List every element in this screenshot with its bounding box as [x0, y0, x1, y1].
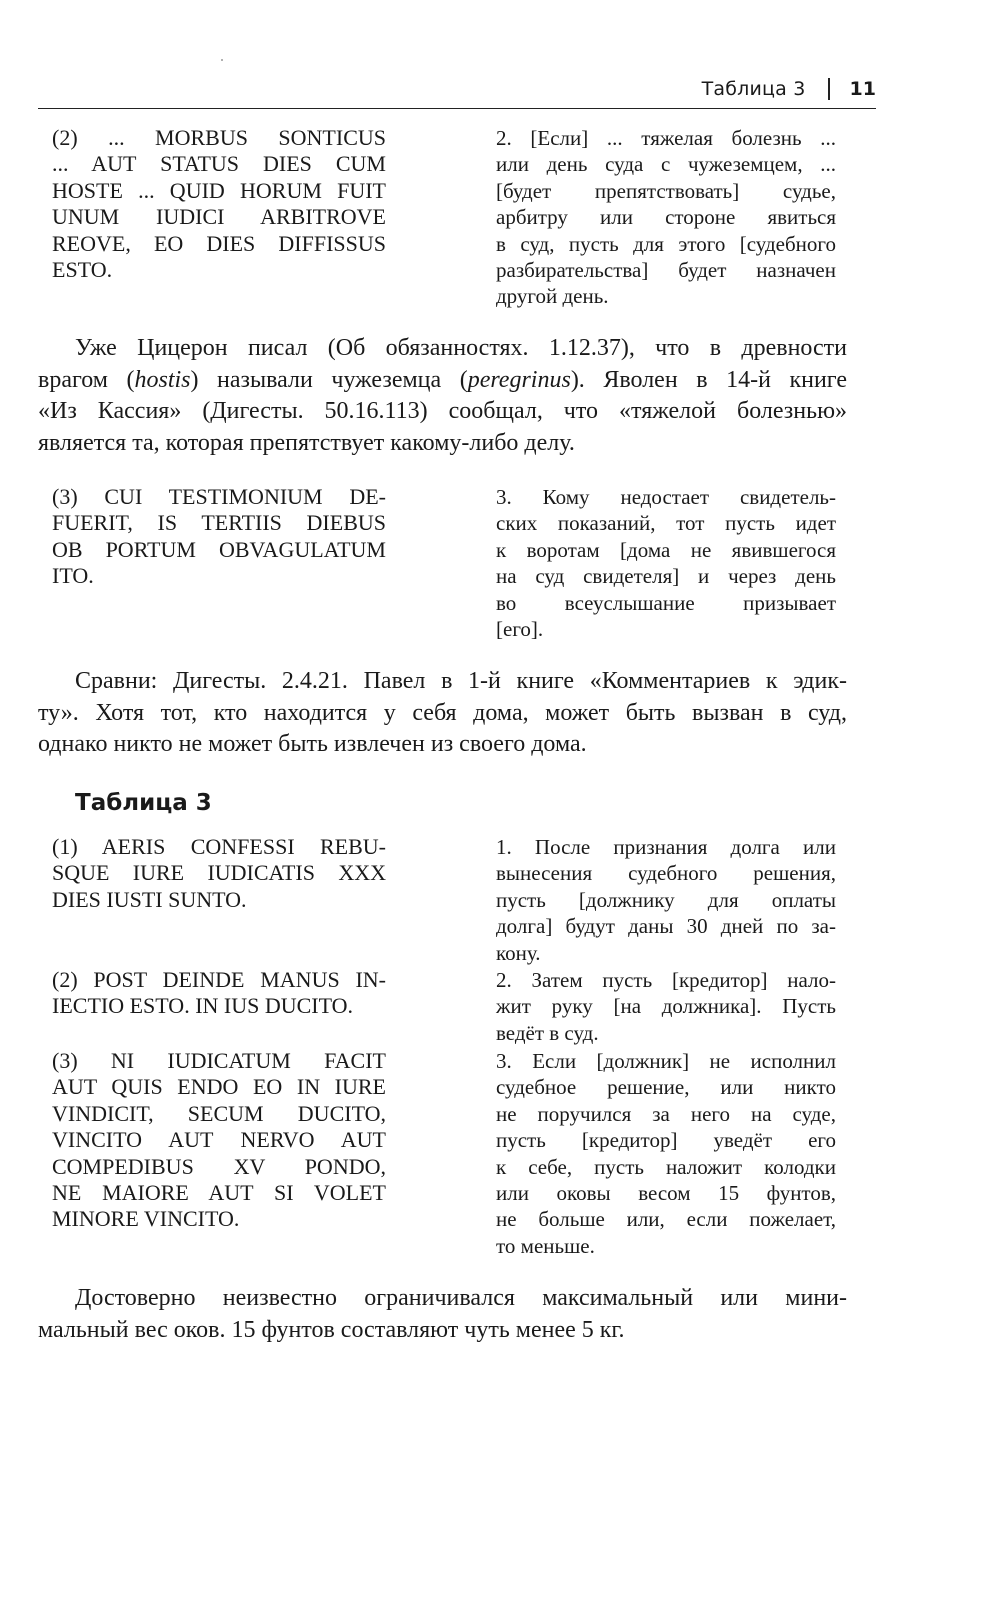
latin-line: MINORE VINCITO.	[52, 1206, 240, 1232]
translation-line: долга] будут даны 30 дней по за-	[496, 914, 836, 939]
latin-line: (3) NI IUDICATUM FACIT	[52, 1048, 386, 1073]
translation-line: на суд свидетеля] и через день	[496, 564, 836, 589]
latin-term-peregrinus: peregrinus	[467, 366, 571, 393]
russian-translation-1	[496, 125, 836, 310]
latin-line: ... AUT STATUS DIES CUM	[52, 151, 386, 177]
translation-line: в суд, пусть для этого [судебного	[496, 231, 836, 256]
translation-line: пусть [кредитор] уведёт его	[496, 1128, 836, 1153]
paragraph-line: врагом (hostis) называли чужеземца (peregrinus). Яволен в 14-й книге	[38, 366, 847, 393]
translation-line: разбирательства] будет назначен	[496, 258, 836, 283]
translation-line: ведёт в суд.	[496, 1020, 599, 1045]
translation-line: другой день.	[496, 284, 609, 309]
translation-line: во всеуслышание призывает	[496, 590, 836, 615]
latin-line: UNUM IUDICI ARBITROVE	[52, 204, 386, 230]
translation-line: 1. После признания долга или	[496, 835, 836, 859]
paragraph-line: Сравни: Дигесты. 2.4.21. Павел в 1-й книге «Комментариев к эдик-	[75, 668, 847, 694]
latin-line: (2) POST DEINDE MANUS IN-	[52, 967, 386, 992]
latin-line: ITO.	[52, 563, 94, 589]
commentary-paragraph-2	[38, 666, 847, 761]
translation-line: жит руку [на должника]. Пусть	[496, 994, 836, 1019]
translation-line: к себе, пусть наложит колодки	[496, 1154, 836, 1179]
latin-line: NE MAIORE AUT SI VOLET	[52, 1180, 386, 1206]
section-heading: Таблица 3	[75, 790, 212, 816]
paragraph-line: мальный вес оков. 15 фунтов составляют чуть менее 5 кг.	[38, 1316, 625, 1343]
latin-line: AUT QUIS ENDO EO IN IURE	[52, 1074, 386, 1100]
latin-line: ESTO.	[52, 257, 113, 283]
latin-line: OB PORTUM OBVAGULATUM	[52, 536, 386, 562]
translation-line: пусть [должнику для оплаты	[496, 887, 836, 912]
commentary-paragraph-1	[38, 333, 847, 459]
translation-line: или день суда с чужеземцем, ...	[496, 152, 836, 177]
latin-line: HOSTE ... QUID HORUM FUIT	[52, 177, 386, 203]
latin-text-5	[52, 1048, 386, 1233]
running-header	[38, 74, 876, 109]
paragraph-line: является та, которая препятствует какому-либо делу.	[38, 429, 575, 456]
translation-line: ских показаний, тот пусть идет	[496, 511, 836, 536]
header-separator	[828, 78, 830, 100]
latin-line: DIES IUSTI SUNTO.	[52, 886, 247, 912]
russian-translation-4	[496, 967, 836, 1046]
latin-line: VINCITO AUT NERVO AUT	[52, 1127, 386, 1153]
latin-line: VINDICIT, SECUM DUCITO,	[52, 1100, 386, 1126]
latin-line: (3) CUI TESTIMONIUM DE-	[52, 484, 386, 509]
translation-line: 3. Если [должник] не исполнил	[496, 1049, 836, 1073]
translation-line: судебное решение, или никто	[496, 1075, 836, 1100]
speck	[221, 59, 223, 61]
translation-line: к воротам [дома не явившегося	[496, 537, 836, 562]
page-number: 11	[849, 78, 876, 100]
latin-text-2	[52, 484, 386, 590]
header-section-title: Таблица 3	[701, 78, 806, 100]
translation-line: 2. [Если] ... тяжелая болезнь ...	[496, 126, 836, 150]
translation-line: то меньше.	[496, 1233, 595, 1258]
paragraph-line: «Из Кассия» (Дигесты. 50.16.113) сообщал, что «тяжелой болезнью»	[38, 398, 847, 424]
paragraph-line: однако никто не может быть извлечен из своего дома.	[38, 731, 587, 757]
latin-line: (1) AERIS CONFESSI REBU-	[52, 834, 386, 859]
paragraph-line: Достоверно неизвестно ограничивался максимальный или мини-	[75, 1285, 847, 1311]
translation-line: 2. Затем пусть [кредитор] нало-	[496, 968, 836, 992]
latin-line: FUERIT, IS TERTIIS DIEBUS	[52, 510, 386, 536]
translation-line: вынесения судебного решения,	[496, 861, 836, 886]
latin-text-3	[52, 834, 386, 913]
latin-line: SQUE IURE IUDICATIS XXX	[52, 860, 386, 886]
translation-line: [будет препятствовать] судье,	[496, 178, 836, 203]
russian-translation-2	[496, 484, 836, 642]
translation-line: [его].	[496, 617, 544, 642]
latin-line: IECTIO ESTO. IN IUS DUCITO.	[52, 993, 354, 1019]
latin-line: REOVE, EO DIES DIFFISSUS	[52, 230, 386, 256]
translation-line: не больше или, если пожелает,	[496, 1207, 836, 1232]
translation-line: 3. Кому недостает свидетель-	[496, 485, 836, 509]
translation-line: арбитру или стороне явиться	[496, 205, 836, 230]
latin-line: (2) ... MORBUS SONTICUS	[52, 125, 386, 150]
paragraph-line: Уже Цицерон писал (Об обязанностях. 1.12.37), что в древности	[75, 335, 847, 361]
russian-translation-5	[496, 1048, 836, 1259]
translation-line: не поручился за него на суде,	[496, 1101, 836, 1126]
latin-term-hostis: hostis	[134, 366, 191, 393]
russian-translation-3	[496, 834, 836, 966]
paragraph-line: ту». Хотя тот, кто находится у себя дома, может быть вызван в суд,	[38, 699, 847, 726]
translation-line: кону.	[496, 940, 541, 965]
translation-line: или оковы весом 15 фунтов,	[496, 1181, 836, 1206]
latin-text-4	[52, 967, 386, 1020]
latin-line: COMPEDIBUS XV PONDO,	[52, 1153, 386, 1179]
commentary-paragraph-3	[38, 1283, 847, 1346]
latin-text-1	[52, 125, 386, 283]
